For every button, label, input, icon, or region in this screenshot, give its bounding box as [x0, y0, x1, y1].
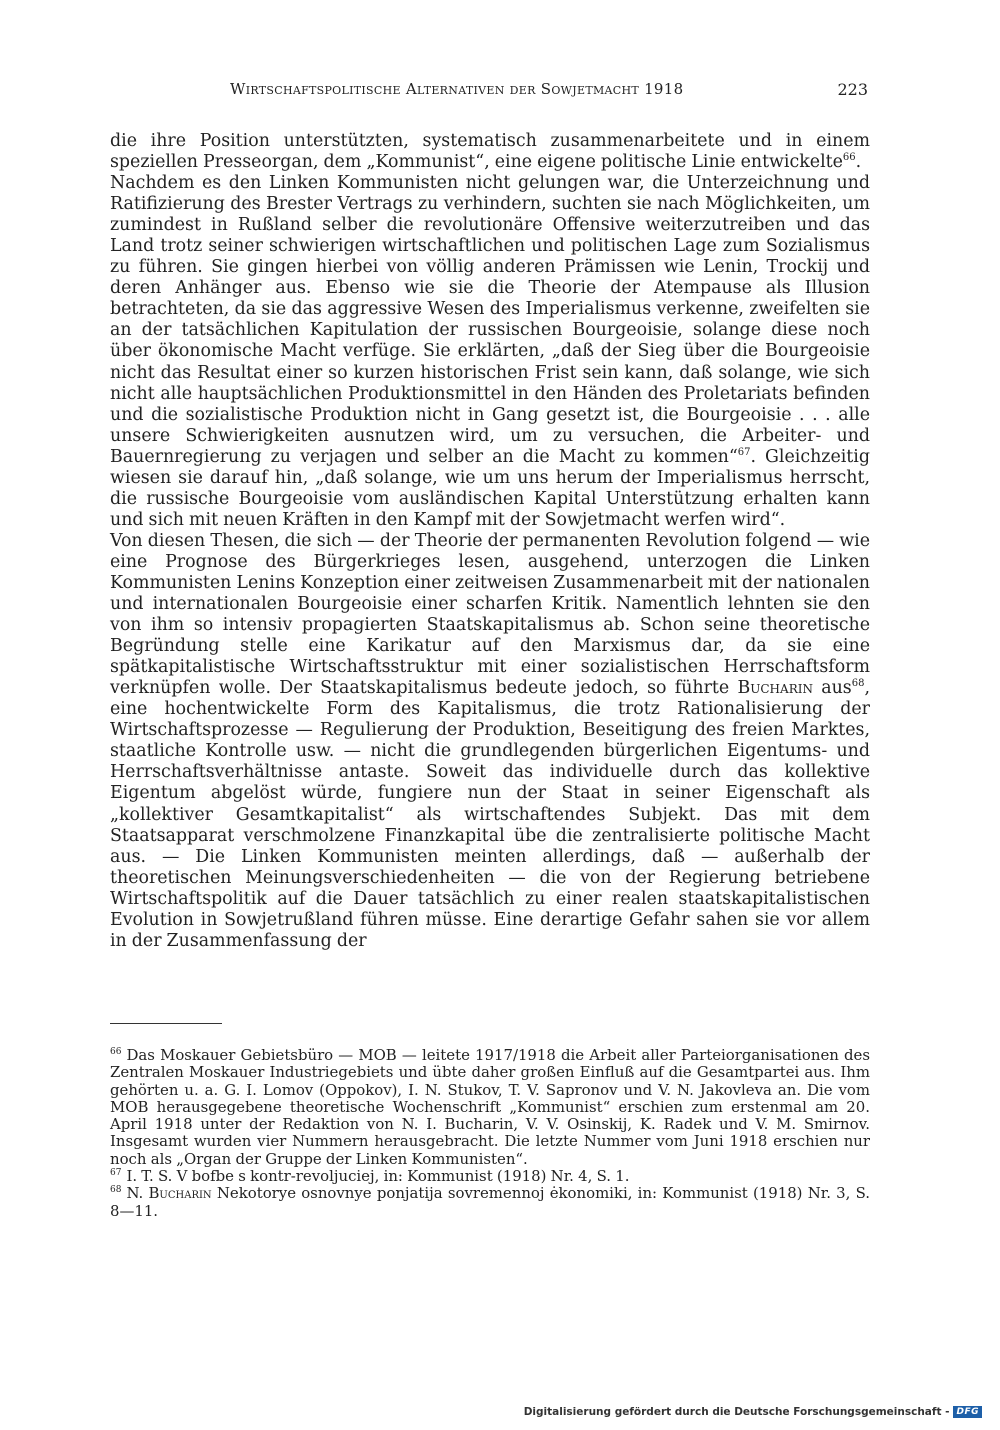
footnote-ref-67[interactable]: 67 — [737, 446, 751, 458]
footnotes — [110, 1047, 870, 1220]
footnote-68 — [110, 1185, 870, 1220]
footnote-ref-68[interactable]: 68 — [851, 678, 865, 690]
paragraph-1-text: die ihre Position unterstützten, systematisch zusammenarbeitete und in einem speziellen Presseorgan, dem „Kommunist“, eine eigene politische Linie entwickelte — [110, 131, 870, 173]
running-header — [110, 80, 868, 102]
footnote-number: 67 — [110, 1168, 122, 1179]
paragraph-3-text-b: , eine hochentwickelte Form des Kapitalismus, die trotz Rationalisierung der Wirtschaftsprozesse — Regulierung der Produktion, Beseitigung des freien Marktes, staatliche Kontrolle usw. — nicht die grundlegenden bürgerlichen Eigentums- und Herrschaftsverhältnisse antaste. Soweit das individuelle durch das kollektive Eigentum abgelöst würde, fungiere nun der Staat in seiner Eigenschaft als „kollektiver Gesamtkapitalist“ als wirtschaftendes Subjekt. Das mit dem Staatsapparat verschmolzene Finanzkapital übe die zentralisierte politische Macht aus. — Die Linken Kommunisten meinten allerdings, daß — außerhalb der theoretischen Meinungsverschiedenheiten — die von der Regierung betriebene Wirtschaftspolitik auf die Dauer tatsächlich zu einer realen staatskapitalistischen Evolution in Sowjetrußland führen müsse. Eine derartige Gefahr sahen sie vor allem in der Zusammenfassung der — [110, 678, 870, 951]
paragraph-2 — [110, 173, 870, 531]
dfg-logo-icon: DFG — [953, 1406, 982, 1418]
footnote-67 — [110, 1168, 870, 1185]
paragraph-3-text-a: Von diesen Thesen, die sich — der Theorie der permanenten Revolution folgend — wie eine Prognose des Bürgerkrieges lesen, ausgehend, unterzogen die Linken Kommunisten Lenins Konzeption einer zeitweisen Zusammenarbeit mit der nationalen und internationalen Bourgeoisie einer scharfen Kritik. Namentlich lehnten sie den von ihm so intensiv propagierten Staatskapitalismus ab. Schon seine theoretische Begründung stelle eine Karikatur auf den Marxismus dar, da sie eine spätkapitalistische Wirtschaftsstruktur mit einer sozialistischen Herrschaftsform verknüpfen wolle. Der Staatskapitalismus bedeute jedoch, so führte — [110, 530, 870, 699]
footnote-number: 66 — [110, 1047, 122, 1058]
footnote-ref-66[interactable]: 66 — [842, 152, 856, 164]
running-title: Wirtschaftspolitische Alternativen der Sowjetmacht 1918 — [230, 80, 684, 98]
footnote-text: Nekotorye osnovnye ponjatija sovremennoj ėkonomiki, in: Kommunist (1918) Nr. 3, S. 8—11. — [110, 1184, 870, 1220]
footnote-text: Das Moskauer Gebietsbüro — MOB — leitete 1917/1918 die Arbeit aller Parteiorganisationen des Zentralen Moskauer Industriegebiets und übte daher großen Einfluß auf die Gesamtpartei aus. Ihm gehörten u. a. G. I. Lomov (Oppokov), I. N. Stukov, T. V. Sapronov und V. N. Jakovleva an. Die vom MOB herausgegebene theoretische Wochenschrift „Kommunist“ erschien zum erstenmal am 20. April 1918 unter der Redaktion von N. I. Bucharin, V. V. Osinskij, K. Radek und V. M. Smirnov. Insgesamt wurden vier Nummern herausgebracht. Die letzte Nummer vom Juni 1918 erschien nur noch als „Organ der Gruppe der Linken Kommunisten“. — [110, 1046, 870, 1168]
paragraph-1 — [110, 131, 870, 173]
paragraph-2-text-a: Nachdem es den Linken Kommunisten nicht gelungen war, die Unterzeichnung und Ratifizierung des Brester Vertrags zu verhindern, suchten sie nach Möglichkeiten, um zumindest in Rußland selber die revolutionäre Offensive weiterzutreiben und das Land trotz seiner schwierigen wirtschaftlichen und politischen Lage zum Sozialismus zu führen. Sie gingen hierbei von völlig anderen Prämissen wie Lenin, Trockij und deren Anhänger aus. Ebenso wie sie die Theorie der Atempause als Illusion betrachteten, da sie das aggressive Wesen des Imperialismus verkenne, zweifelten sie an der tatsächlichen Kapitulation der russischen Bourgeoisie, solange diese noch über ökonomische Macht verfüge. Sie erklärten, „daß der Sieg über die Bourgeoisie nicht das Resultat einer so kurzen historischen Frist sein kann, daß solange, wie sich nicht alle hauptsächlichen Produktionsmittel in den Händen des Proletariats befinden und die sozialistische Produktion nicht in Gang gesetzt ist, die Bourgeoisie . . . alle unsere Schwierigkeiten ausnutzen wird, um zu versuchen, die Arbeiter- und Bauernregierung zu verjagen und selber an die Macht zu kommen“ — [110, 173, 870, 467]
author-name-bucharin: Bucharin — [737, 678, 813, 699]
digitization-credit — [524, 1406, 982, 1418]
paragraph-2-text-b: . Gleichzeitig wiesen sie darauf hin, „daß solange, wie um uns herum der Imperialismus herrscht, die russische Bourgeoisie vom ausländischen Kapital Unterstützung erhalten kann und sich mit neuen Kräften in den Kampf mit der Sowjetmacht werfen wird“. — [110, 446, 870, 530]
main-text — [110, 131, 870, 952]
credit-text: Digitalisierung gefördert durch die Deutsche Forschungsgemeinschaft - — [523, 1406, 950, 1418]
page-number: 223 — [837, 80, 868, 99]
footnote-number: 68 — [110, 1185, 122, 1196]
paragraph-3-mid: aus — [812, 678, 852, 699]
paragraph-1-end: . — [855, 152, 862, 173]
footnote-divider — [110, 1023, 222, 1024]
footnote-author: N. Bucharin — [126, 1184, 212, 1203]
footnote-text: I. T. S. V bofbe s kontr-revoljuciej, in: Kommunist (1918) Nr. 4, S. 1. — [126, 1167, 630, 1186]
footnote-66 — [110, 1047, 870, 1168]
paragraph-3 — [110, 531, 870, 952]
